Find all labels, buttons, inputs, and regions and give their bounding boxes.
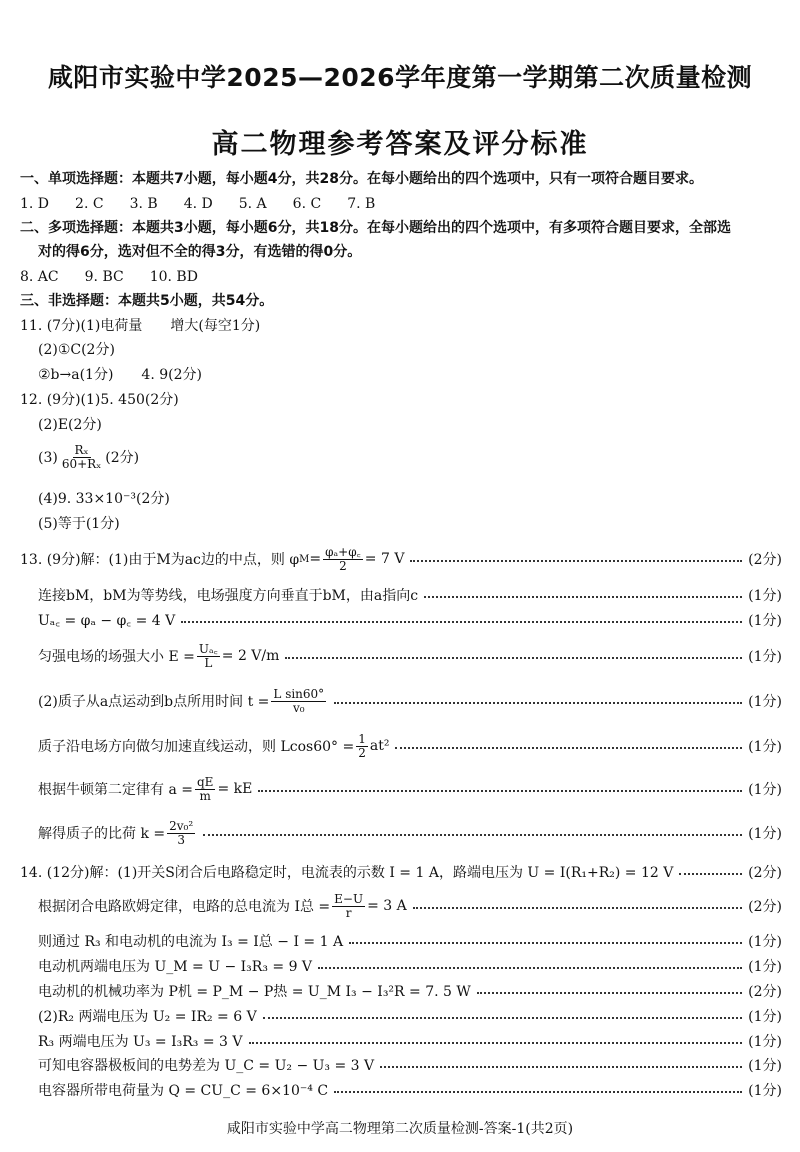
answer-item: 5. A <box>238 196 267 212</box>
q13-row: Uₐ꜀ = φₐ − φ꜀ = 4 V (1分) <box>38 609 782 631</box>
dotted-leader <box>181 621 742 623</box>
dotted-leader <box>263 1017 742 1019</box>
q13-row: 连接bM，bM为等势线，电场强度方向垂直于bM，由a指向c (1分) <box>38 584 782 606</box>
section2-heading-cont: 对的得6分，选对但不全的得3分，有选错的得0分。 <box>38 244 362 260</box>
score: (1分) <box>748 959 782 975</box>
q14-row: 14. (12分)解：(1)开关S闭合后电路稳定时，电流表的示数 I = 1 A，路端电压为 U = I(R₁+R₂) = 12 V (2分) <box>20 861 782 883</box>
q13-row: 根据牛顿第二定律有 a = $\frac{qE}{m}$ = kE (1分) <box>38 774 782 803</box>
score: (1分) <box>748 739 782 755</box>
fraction: $\frac{qE}{m}$ <box>196 774 214 803</box>
fraction: $\frac{\text{2v₀²}}{3}$ <box>169 818 194 847</box>
q14-row: 电容器所带电荷量为 Q = CU_C = 6×10⁻⁴ C (1分) <box>38 1079 782 1101</box>
fraction: $\frac{E-U}{r}$ <box>334 891 364 920</box>
answer-item: 1. D <box>20 196 50 212</box>
score: (1分) <box>748 934 782 950</box>
section1-heading: 一、单项选择题：本题共7小题，每小题4分，共28分。在每小题给出的四个选项中，只有一项符合题目要求。 <box>20 171 703 187</box>
dotted-leader <box>334 1091 742 1093</box>
page-footer: 咸阳市实验中学高二物理第二次质量检测-答案-1(共2页) <box>226 1121 574 1137</box>
q12-line: (2)E(2分) <box>38 417 102 433</box>
score: (1分) <box>748 1034 782 1050</box>
q12-line-fraction: (3) $\frac{\text{Rₓ}}{\text{60+Rₓ}}$ (2分) <box>38 443 140 471</box>
answer-item: 2. C <box>75 196 104 212</box>
q14-row: 则通过 R₃ 和电动机的电流为 I₃ = I总 − I = 1 A (1分) <box>38 930 782 952</box>
dotted-leader <box>413 907 742 909</box>
q13-row: 13. (9分)解：(1)由于M为ac边的中点，则 φ M = $\frac{\text{φₐ+φ꜀}}{2}$ = 7 V (2分) <box>20 544 782 573</box>
dotted-leader <box>318 967 742 969</box>
dotted-leader <box>477 992 742 994</box>
score: (1分) <box>748 782 782 798</box>
section3-heading: 三、非选择题：本题共5小题，共54分。 <box>20 293 274 309</box>
section2-answers <box>20 268 224 286</box>
q14-row: 电动机的机械功率为 P机 = P_M − P热 = U_M I₃ − I₃²R = 7. 5 W (2分) <box>38 980 782 1002</box>
score: (1分) <box>748 1058 782 1074</box>
dotted-leader <box>380 1066 742 1068</box>
section1-answers <box>20 195 401 213</box>
answer-item: 10. BD <box>149 269 198 285</box>
dotted-leader <box>258 790 742 792</box>
answer-item: 6. C <box>292 196 322 212</box>
section2-heading: 二、多项选择题：本题共3小题，每小题6分，共18分。在每小题给出的四个选项中，有多项符合题目要求，全部选 <box>20 220 731 236</box>
q12-line: (4)9. 33×10⁻³(2分) <box>38 491 170 507</box>
q13-row: 质子沿电场方向做匀加速直线运动，则 Lcos60° = $\frac{1}{2}$ at² (1分) <box>38 731 782 760</box>
answer-item: 9. BC <box>84 269 124 285</box>
score: (1分) <box>748 649 782 665</box>
score: (1分) <box>748 613 782 629</box>
q13-row: (2)质子从a点运动到b点所用时间 t = $\frac{\text{L sin60°}}{\text{v₀}}$ (1分) <box>38 686 782 715</box>
q11-line: 11. (7分)(1)电荷量 增大(每空1分) <box>20 318 261 334</box>
score: (1分) <box>748 588 782 604</box>
dotted-leader <box>249 1042 743 1044</box>
score: (2分) <box>748 865 782 881</box>
fraction: $\frac{1}{2}$ <box>358 731 366 760</box>
answer-item: 8. AC <box>20 269 59 285</box>
score: (2分) <box>748 984 782 1000</box>
score: (1分) <box>748 1009 782 1025</box>
q11-line: ②b→a(1分) 4. 9(2分) <box>38 367 202 383</box>
q14-row: 根据闭合电路欧姆定律，电路的总电流为 I总 = $\frac{E-U}{r}$ = 3 A (2分) <box>38 891 782 920</box>
dotted-leader <box>395 747 742 749</box>
score: (2分) <box>748 899 782 915</box>
q14-row: 电动机两端电压为 U_M = U − I₃R₃ = 9 V (1分) <box>38 955 782 977</box>
q14-row: (2)R₂ 两端电压为 U₂ = IR₂ = 6 V (1分) <box>38 1005 782 1027</box>
dotted-leader <box>424 596 742 598</box>
q12-line: 12. (9分)(1)5. 450(2分) <box>20 392 179 408</box>
q12-line: (5)等于(1分) <box>38 516 120 532</box>
q13-row: 解得质子的比荷 k = $\frac{\text{2v₀²}}{3}$ (1分) <box>38 818 782 847</box>
score: (1分) <box>748 1083 782 1099</box>
q13-row: 匀强电场的场强大小 E = $\frac{\text{Uₐ꜀}}{L}$ = 2 V/m (1分) <box>38 641 782 670</box>
answer-key-title: 高二物理参考答案及评分标准 <box>211 129 589 160</box>
score: (2分) <box>748 552 782 568</box>
answer-item: 4. D <box>183 196 213 212</box>
fraction: $\frac{\text{L sin60°}}{\text{v₀}}$ <box>273 686 325 715</box>
q14-row: R₃ 两端电压为 U₃ = I₃R₃ = 3 V (1分) <box>38 1030 782 1052</box>
dotted-leader <box>349 942 742 944</box>
q14-row: 可知电容器极板间的电势差为 U_C = U₂ − U₃ = 3 V (1分) <box>38 1054 782 1076</box>
exam-title: 咸阳市实验中学2025—2026学年度第一学期第二次质量检测 <box>47 63 753 92</box>
answer-item: 3. B <box>129 196 158 212</box>
dotted-leader <box>285 657 742 659</box>
score: (1分) <box>748 694 782 710</box>
fraction: $\frac{\text{φₐ+φ꜀}}{2}$ <box>325 544 361 573</box>
dotted-leader <box>679 873 742 875</box>
dotted-leader <box>203 834 742 836</box>
dotted-leader <box>410 560 742 562</box>
fraction: $\frac{\text{Uₐ꜀}}{L}$ <box>198 641 218 670</box>
dotted-leader <box>334 702 742 704</box>
answer-item: 7. B <box>347 196 376 212</box>
fraction: $\frac{\text{Rₓ}}{\text{60+Rₓ}}$ <box>61 443 102 471</box>
q11-line: (2)①C(2分) <box>38 342 115 358</box>
score: (1分) <box>748 826 782 842</box>
